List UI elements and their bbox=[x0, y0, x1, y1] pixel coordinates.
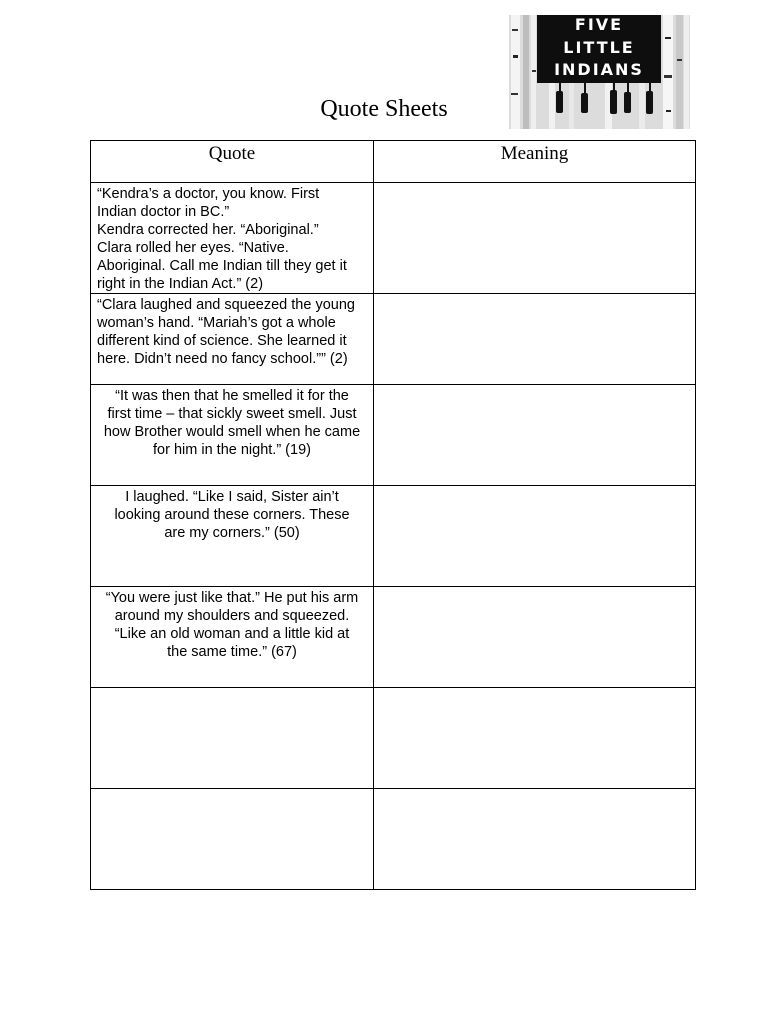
column-header-meaning: Meaning bbox=[374, 141, 696, 183]
meaning-cell[interactable] bbox=[374, 688, 696, 789]
quote-line: looking around these corners. These bbox=[114, 507, 350, 523]
meaning-cell[interactable] bbox=[374, 486, 696, 587]
book-cover-image bbox=[509, 15, 690, 129]
quote-cell bbox=[91, 587, 374, 688]
column-header-quote: Quote bbox=[91, 141, 374, 183]
book-title-block bbox=[537, 15, 661, 83]
quote-cell[interactable] bbox=[91, 789, 374, 890]
book-title-line: INDIANS bbox=[554, 60, 644, 79]
quote-line: I laughed. “Like I said, Sister ain’t bbox=[125, 489, 339, 505]
quote-line: “Clara laughed and squeezed the young bbox=[97, 297, 355, 313]
quote-line: right in the Indian Act.” (2) bbox=[97, 276, 264, 292]
page-title: Quote Sheets bbox=[320, 96, 448, 122]
meaning-cell[interactable] bbox=[374, 789, 696, 890]
meaning-cell[interactable] bbox=[374, 183, 696, 294]
quote-cell bbox=[91, 385, 374, 486]
quote-line: for him in the night.” (19) bbox=[153, 442, 311, 458]
quote-line: woman’s hand. “Mariah’s got a whole bbox=[97, 315, 336, 331]
table-row bbox=[91, 486, 696, 587]
table-row bbox=[91, 789, 696, 890]
quote-line: Indian doctor in BC.” bbox=[97, 204, 230, 220]
quote-line: the same time.” (67) bbox=[167, 644, 297, 660]
quote-table bbox=[90, 140, 696, 890]
quote-line: how Brother would smell when he came bbox=[103, 424, 361, 440]
table-header-row bbox=[91, 141, 696, 183]
quote-line: Clara rolled her eyes. “Native. bbox=[97, 240, 289, 256]
table-row bbox=[91, 385, 696, 486]
table-row bbox=[91, 587, 696, 688]
meaning-cell[interactable] bbox=[374, 294, 696, 385]
quote-line: different kind of science. She learned it bbox=[97, 333, 347, 349]
quote-cell[interactable] bbox=[91, 688, 374, 789]
quote-line: “Like an old woman and a little kid at bbox=[114, 626, 350, 642]
table-row bbox=[91, 688, 696, 789]
table-row bbox=[91, 183, 696, 294]
book-title-line: FIVE bbox=[574, 15, 624, 34]
quote-line: Kendra corrected her. “Aboriginal.” bbox=[97, 222, 319, 238]
quote-line: “Kendra’s a doctor, you know. First bbox=[97, 186, 320, 202]
meaning-cell[interactable] bbox=[374, 587, 696, 688]
quote-line: Aboriginal. Call me Indian till they get it bbox=[97, 258, 347, 274]
quote-line: “It was then that he smelled it for the bbox=[115, 388, 349, 404]
meaning-cell[interactable] bbox=[374, 385, 696, 486]
quote-cell bbox=[91, 486, 374, 587]
quote-line: “You were just like that.” He put his arm bbox=[105, 590, 359, 606]
table-row bbox=[91, 294, 696, 385]
quote-line: here. Didn’t need no fancy school.”” (2) bbox=[97, 351, 348, 367]
quote-line: around my shoulders and squeezed. bbox=[114, 608, 350, 624]
quote-cell bbox=[91, 294, 374, 385]
quote-cell bbox=[91, 183, 374, 294]
book-title-line: LITTLE bbox=[563, 38, 635, 57]
quote-line: are my corners.” (50) bbox=[164, 525, 300, 541]
quote-line: first time – that sickly sweet smell. Just bbox=[107, 406, 357, 422]
